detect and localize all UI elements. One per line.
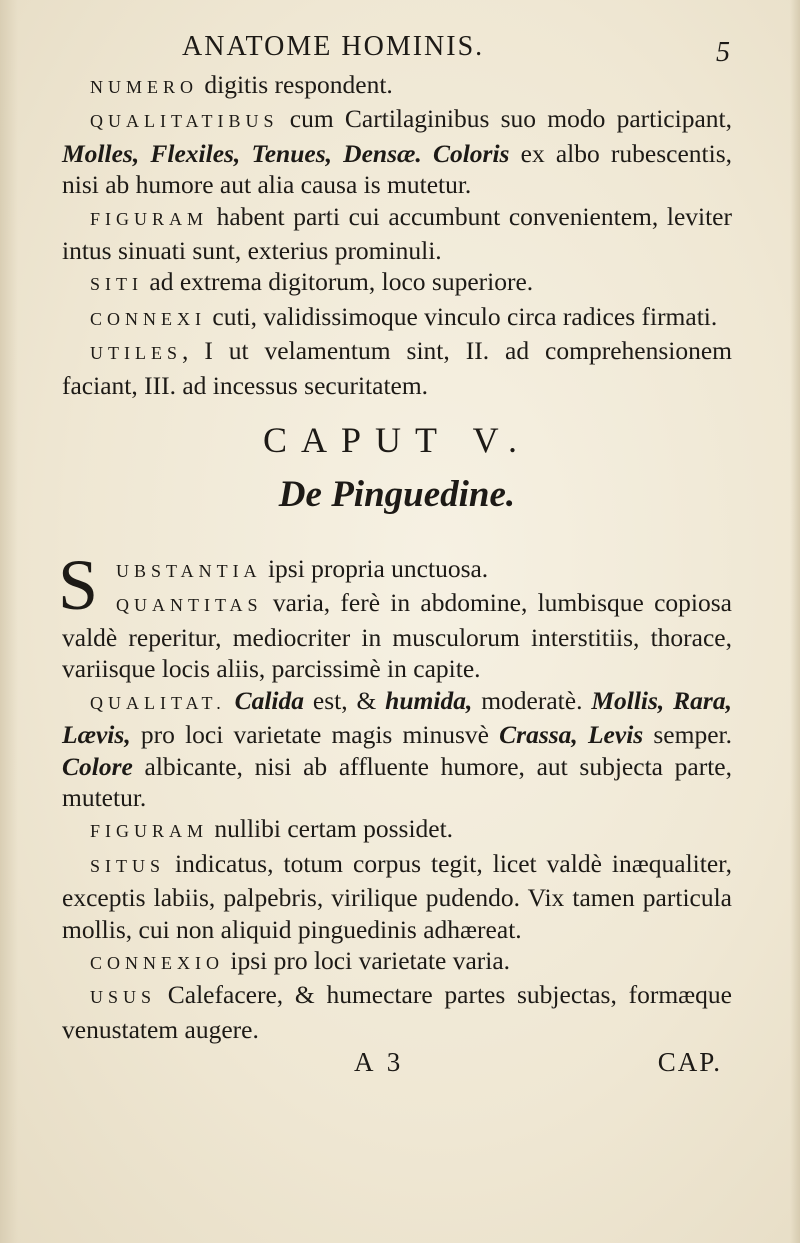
text-situs: indicatus, totum corpus tegit, licet valdè inæqualiter, exceptis labiis, palpebris, viriliquе pudendo. Vix tamen particula mollis, cui non aliquid pinguedinis adhæreat. bbox=[62, 848, 732, 944]
paragraph-figuram-2 bbox=[62, 813, 732, 847]
heading-connexi: CONNEXI bbox=[90, 308, 206, 329]
text-connexi: cuti, validissimoque vinculo circa radices firmati. bbox=[206, 301, 718, 331]
paragraph-siti bbox=[62, 266, 732, 300]
italic-qualitat-3: Mollis, Rara, Lævis, bbox=[62, 685, 732, 750]
paragraph-qualitat bbox=[62, 685, 732, 814]
text-qualitat-3: pro loci varietate magis minusvè bbox=[130, 720, 500, 750]
paragraph-connexio bbox=[62, 945, 732, 979]
heading-figuram-2: FIGURAM bbox=[90, 821, 209, 842]
italic-qualitat-2: humida, bbox=[385, 685, 473, 715]
paragraph-usus bbox=[62, 979, 732, 1045]
page-shadow-right bbox=[790, 0, 800, 1243]
heading-utiles: UTILES bbox=[90, 343, 182, 364]
paragraph-figuram-1 bbox=[62, 201, 732, 267]
heading-qualitat: QUALITAT. bbox=[90, 692, 226, 713]
text-qualitat-1: est, & bbox=[304, 685, 386, 715]
text-quantitas: varia, ferè in abdomine, lumbisque copiosa valdè reperitur, mediocriter in musculorum interstitiis, thorace, variisque locis aliis, parcissimè in capite. bbox=[62, 588, 732, 684]
running-header bbox=[62, 25, 732, 69]
text-qualitat-4: semper. bbox=[643, 720, 732, 750]
heading-connexio: CONNEXIO bbox=[90, 952, 224, 973]
chapter-title: CAPUT V. bbox=[262, 420, 532, 461]
text-qualitatibus-1: cum Cartilaginibus suo modo participant, bbox=[278, 104, 732, 134]
paragraph-substantia bbox=[62, 553, 732, 587]
italic-qualitatibus-1: Molles, Flexiles, Tenues, Densæ. bbox=[62, 138, 422, 168]
page-footer bbox=[62, 1045, 732, 1085]
text-figuram-2: nullibi certam possidet. bbox=[208, 814, 454, 844]
paragraph-utiles bbox=[62, 335, 732, 401]
heading-figuram-1: FIGURAM bbox=[90, 208, 209, 229]
heading-qualitatibus: QUALITATIBUS bbox=[90, 111, 279, 132]
heading-usus: USUS bbox=[90, 987, 157, 1008]
text-siti: ad extrema digitorum, loco superiore. bbox=[143, 267, 534, 297]
heading-siti: SITI bbox=[90, 274, 143, 295]
heading-quantitas: QUANTITAS bbox=[116, 595, 263, 616]
text-connexio: ipsi pro loci varietate varia. bbox=[224, 945, 511, 975]
italic-qualitat-4: Crassa, Levis bbox=[499, 720, 644, 750]
italic-qualitatibus-2: Coloris bbox=[432, 138, 510, 168]
paragraph-situs bbox=[62, 848, 732, 945]
page-number: 5 bbox=[716, 37, 732, 68]
text-utiles: , I ut velamentum sint, II. ad comprehensionem faciant, III. ad incessus securitatem. bbox=[62, 336, 732, 400]
paragraph-qualitatibus bbox=[62, 103, 732, 200]
running-title: ANATOME HOMINIS. bbox=[182, 31, 485, 62]
page-shadow-left bbox=[0, 0, 18, 1243]
catchword: CAP. bbox=[657, 1047, 722, 1078]
paragraph-connexi bbox=[62, 301, 732, 335]
text-figuram-1: habent parti cui accumbunt convenientem, leviter intus sinuati sunt, exterius prominuli. bbox=[62, 201, 732, 266]
text-qualitat-5: albicante, nisi ab affluente humore, aut subjecta parte, mutetur. bbox=[62, 751, 732, 812]
italic-qualitat-1: Calida bbox=[234, 685, 305, 715]
signature-mark: A 3 bbox=[354, 1047, 405, 1078]
heading-substantia: UBSTANTIA bbox=[116, 561, 262, 582]
paragraph-numero bbox=[62, 69, 732, 103]
paragraph-substantia-block bbox=[58, 545, 732, 685]
page-text-block bbox=[58, 25, 733, 1085]
chapter-subtitle: De Pinguedine. bbox=[278, 474, 516, 516]
drop-cap: S bbox=[58, 545, 99, 626]
italic-qualitat-5: Colore bbox=[62, 751, 133, 781]
paragraph-quantitas bbox=[62, 587, 732, 684]
heading-situs: SITUS bbox=[90, 855, 166, 876]
text-usus: Calefacere, & humectare partes subjectas, formæque venustatem augere. bbox=[62, 980, 732, 1044]
text-substantia: ipsi propria unctuosa. bbox=[261, 554, 489, 584]
text-numero: digitis respondent. bbox=[198, 70, 393, 99]
text-qualitatibus-2: ex albo rubescentis, nisi ab humore aut alia causa is mutetur. bbox=[62, 138, 733, 200]
text-qualitat-2: moderatè. bbox=[472, 685, 592, 715]
heading-numero: NUMERO bbox=[90, 77, 199, 97]
